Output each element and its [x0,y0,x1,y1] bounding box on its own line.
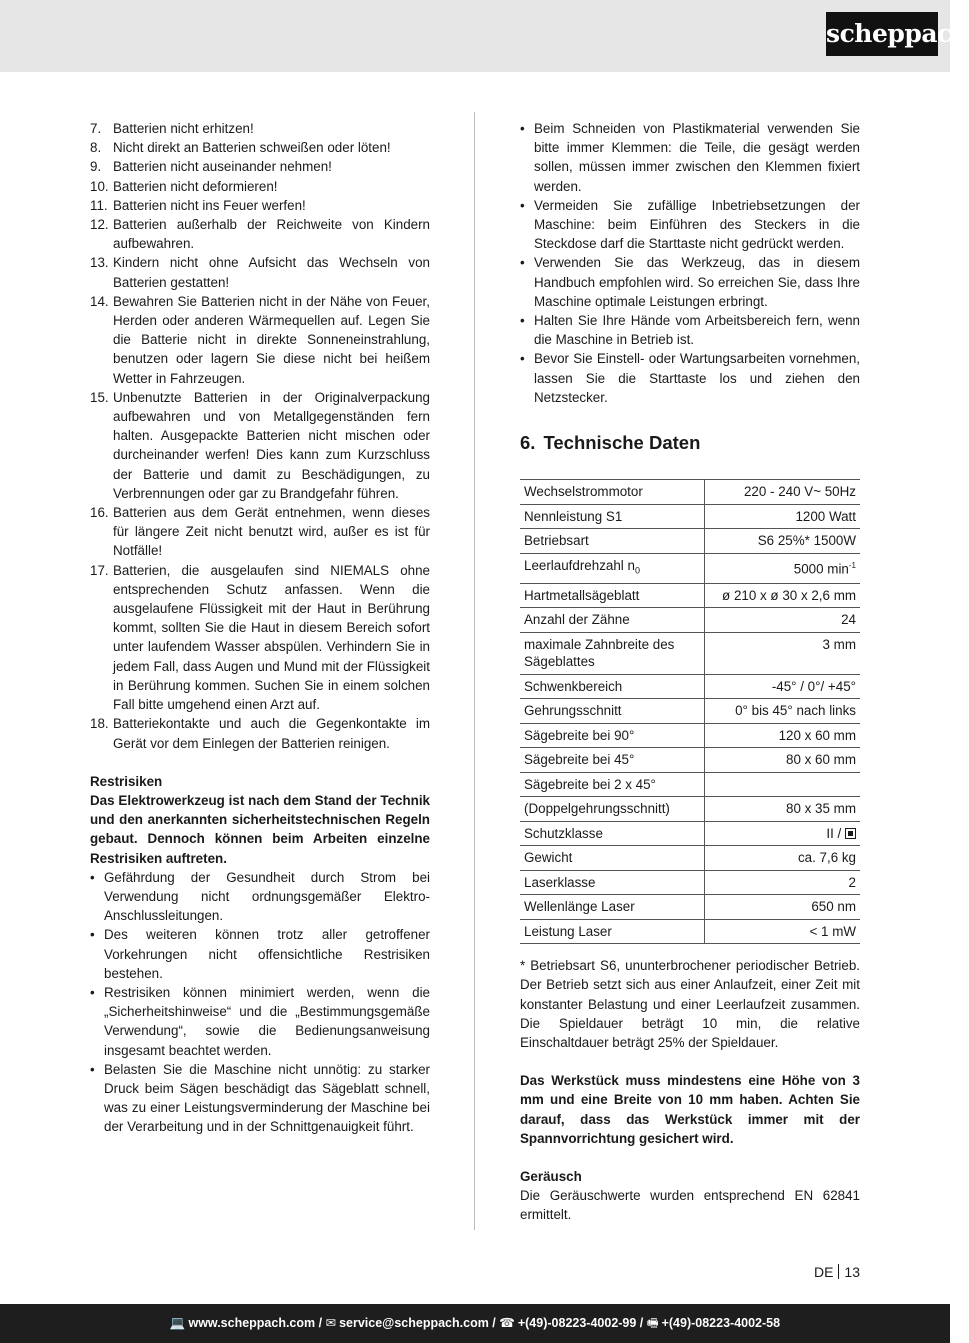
spec-label: Sägebreite bei 2 x 45° [520,772,705,797]
spec-label: Sägebreite bei 90° [520,723,705,748]
table-row [520,699,860,724]
list-item [90,138,430,157]
list-number: 7. [90,121,102,136]
envelope-icon: ✉ [325,1316,337,1330]
list-item: • Verwenden Sie das Werkzeug, das in diesem Handbuch empfohlen wird. So erreichen Sie, dass Ihre Maschine optimale Leistungen erbringt. [520,253,860,311]
table-row [520,674,860,699]
table-row [520,504,860,529]
spec-label: Wechselstrommotor [520,480,705,505]
list-text: Kindern nicht ohne Aufsicht das Wechseln von Batterien gestatten! [113,255,430,290]
spec-value [705,772,861,797]
spec-value [705,821,861,846]
list-number: 14. [90,293,109,309]
list-number: 17. [90,562,109,578]
spec-label: (Doppelgehrungsschnitt) [520,797,705,822]
section-heading [520,431,860,455]
fax-icon: 🖷 [646,1316,659,1330]
spec-value: 80 x 60 mm [705,748,861,773]
page-separator [838,1264,839,1279]
table-row [520,529,860,554]
section-number: 6. [520,432,536,454]
spec-value [705,553,861,583]
spec-value: -45° / 0°/ +45° [705,674,861,699]
spec-value: 220 - 240 V~ 50Hz [705,480,861,505]
footer-mail: service@scheppach.com / [339,1316,496,1330]
right-column [520,119,860,1225]
table-row [520,919,860,944]
section-title: Technische Daten [543,432,701,454]
page-number [814,1264,860,1280]
list-text: Batteriekontakte und auch die Gegenkontakte im Gerät vor dem Einlegen der Batterien reinigen. [113,716,430,751]
restrisiken-list [90,868,430,1137]
spec-label: maximale Zahnbreite des Sägeblattes [520,632,705,674]
list-number: 15. [90,389,109,405]
list-item [90,388,430,503]
table-row [520,797,860,822]
list-text: Batterien aus dem Gerät entnehmen, wenn dieses für längere Zeit nicht benutzt wird, außer es ist für Notfälle! [113,505,430,559]
column-divider [474,112,475,1230]
scheppach-logo: scheppach [826,12,938,56]
list-item [90,561,430,715]
list-item: • Beim Schneiden von Plastikmaterial verwenden Sie bitte immer Klemmen: die Teile, die gesägt werden sollen, müssen immer zwischen den Klemmen fixiert werden. [520,119,860,196]
list-item: • Des weiteren können trotz aller getroffener Vorkehrungen nicht offensichtliche Restrisiken bestehen. [90,925,430,983]
spec-label: Anzahl der Zähne [520,608,705,633]
list-number: 10. [90,178,109,194]
battery-safety-list [90,119,430,753]
list-item [90,196,430,215]
list-text: Batterien nicht ins Feuer werfen! [113,197,306,213]
spec-value: 24 [705,608,861,633]
table-row [520,846,860,871]
table-row [520,821,860,846]
spec-label: Hartmetallsägeblatt [520,583,705,608]
footer-bar [0,1304,950,1343]
list-number: 8. [90,140,102,156]
language-code: DE [813,1264,834,1280]
list-number: 18. [90,716,109,732]
noise-title: Geräusch [520,1169,582,1185]
table-row [520,608,860,633]
list-text: Batterien nicht deformieren! [113,178,278,194]
list-item [90,714,430,752]
table-row [520,480,860,505]
spec-value: S6 25%* 1500W [705,529,861,554]
header-bar [0,0,969,72]
safety-bullets [520,119,860,407]
list-item: • Restrisiken können minimiert werden, wenn die „Sicherheitshinweise“ und die „Bestimmungsgemäße Verwendung“, sowie die Bedienungsanweisung insgesamt beachtet werden. [90,983,430,1060]
left-column [90,119,430,1137]
spec-label: Laserklasse [520,870,705,895]
list-item: • Halten Sie Ihre Hände vom Arbeitsbereich fern, wenn die Maschine in Betrieb ist. [520,311,860,349]
footer-phone: +(49)-08223-4002-99 / [517,1316,644,1330]
table-row [520,632,860,674]
footer-web: www.scheppach.com / [188,1316,323,1330]
operating-mode-note: * Betriebsart S6, ununterbrochener periodischer Betrieb. Der Betrieb setzt sich aus einer Anlaufzeit, einer Zeit mit konstanter Belastung und einer Leerlaufzeit zusammen. Die Spieldauer beträgt 10 min, die relative Einschaltdauer beträgt 25% der Spieldauer. [520,958,860,1051]
list-item [90,503,430,561]
spec-value: < 1 mW [705,919,861,944]
workpiece-warning: Das Werkstück muss mindestens eine Höhe von 3 mm und eine Breite von 10 mm haben. Achten Sie darauf, dass das Werkstück immer mit der Spannvorrichtung gesichert wird. [520,1073,860,1146]
list-item [90,157,430,176]
list-item [90,292,430,388]
spec-value: 1200 Watt [705,504,861,529]
list-text: Batterien außerhalb der Reichweite von Kindern aufbewahren. [113,217,430,252]
protection-class-icon [845,828,856,839]
list-item: • Belasten Sie die Maschine nicht unnötig: zu starker Druck beim Sägen beschädigt das Sägeblatt schnell, was zu einer Leistungsverminderung der Maschine bei der Verarbeitung und in der Schnittgenauigkeit führt. [90,1060,430,1137]
spec-value: 3 mm [705,632,861,674]
noise-text: Die Geräuschwerte wurden entsprechend EN 62841 ermittelt. [520,1188,860,1223]
spec-label: Sägebreite bei 45° [520,748,705,773]
list-number: 13. [90,255,109,271]
tech-data-table [520,479,860,944]
spec-label-subscript: 0 [634,565,640,576]
spec-value: 0° bis 45° nach links [705,699,861,724]
spec-label [520,553,705,583]
list-item: • Bevor Sie Einstell- oder Wartungsarbeiten vornehmen, lassen Sie die Starttaste los und ziehen den Netzstecker. [520,349,860,407]
spec-label-text: Leerlaufdrehzahl n [524,557,635,573]
footer-fax: +(49)-08223-4002-58 [661,1316,781,1330]
list-item [90,119,430,138]
spec-label: Gewicht [520,846,705,871]
page-number-value: 13 [844,1264,860,1280]
list-text: Batterien nicht auseinander nehmen! [113,159,332,175]
restrisiken-title: Restrisiken [90,773,163,789]
list-text: Batterien nicht erhitzen! [113,121,254,136]
spec-label: Nennleistung S1 [520,504,705,529]
table-row [520,748,860,773]
spec-value-text: II / [826,825,845,841]
table-row [520,772,860,797]
list-item [90,177,430,196]
spec-label: Wellenlänge Laser [520,895,705,920]
spec-value: 650 nm [705,895,861,920]
spec-value: 80 x 35 mm [705,797,861,822]
list-item [90,253,430,291]
list-number: 11. [90,197,108,213]
spec-label: Schwenkbereich [520,674,705,699]
list-text: Batterien, die ausgelaufen sind NIEMALS ohne entsprechenden Schutz anfassen. Wenn die ausgelaufene Flüssigkeit mit der Haut in Berührung kommt, sollten Sie die Haut in diesem Bereich sofort unter laufendem Wasser abspülen. Verhindern Sie in jedem Fall, dass Augen und Mund mit der Flüssigkeit in Berührung kommen. Suchen Sie in einem solchen Fall bitte umgehend einen Arzt auf. [113,562,430,713]
list-text: Unbenutzte Batterien in der Originalverpackung aufbewahren und von Metallgegenständen fern halten. Ausgepackte Batterien nicht mischen oder durcheinander werfen! Dies kann zum Kurzschluss der Batterie und damit zu Beschädigungen, zu Verbrennungen oder gar zu Brandgefahr führen. [113,389,430,501]
restrisiken-intro: Das Elektrowerkzeug ist nach dem Stand der Technik und den anerkannten sicherheitstechnischen Regeln gebaut. Dennoch können beim Arbeiten einzelne Restrisiken auftreten. [90,792,430,866]
table-row [520,553,860,583]
spec-value: 120 x 60 mm [705,723,861,748]
list-item: • Vermeiden Sie zufällige Inbetriebsetzungen der Maschine: beim Einführen des Steckers in die Steckdose darf die Starttaste nicht gedrückt werden. [520,196,860,254]
table-row [520,870,860,895]
list-item [90,215,430,253]
list-text: Bewahren Sie Batterien nicht in der Nähe von Feuer, Herden oder anderen Wärmequellen auf. Legen Sie die Batterie nicht in direkte Sonneneinstrahlung, benutzen oder lagern Sie diese nicht bei heißem Wetter in Fahrzeugen. [113,293,430,386]
spec-label: Schutzklasse [520,821,705,846]
list-number: 12. [90,217,109,233]
list-number: 9. [90,159,102,175]
spec-value: 2 [705,870,861,895]
list-number: 16. [90,505,109,521]
spec-label: Leistung Laser [520,919,705,944]
spec-value: ca. 7,6 kg [705,846,861,871]
table-row [520,583,860,608]
computer-icon: 💻 [169,1316,186,1330]
spec-value: ø 210 x ø 30 x 2,6 mm [705,583,861,608]
list-item: • Gefährdung der Gesundheit durch Strom bei Verwendung nicht ordnungsgemäßer Elektro-Anschlussleitungen. [90,868,430,926]
spec-label: Gehrungsschnitt [520,699,705,724]
table-row [520,895,860,920]
spec-value-text: 5000 min [793,561,849,577]
spec-label: Betriebsart [520,529,705,554]
list-text: Nicht direkt an Batterien schweißen oder löten! [113,140,391,156]
table-row [520,723,860,748]
spec-value-superscript: -1 [848,560,856,570]
phone-icon: ☎ [499,1316,515,1330]
